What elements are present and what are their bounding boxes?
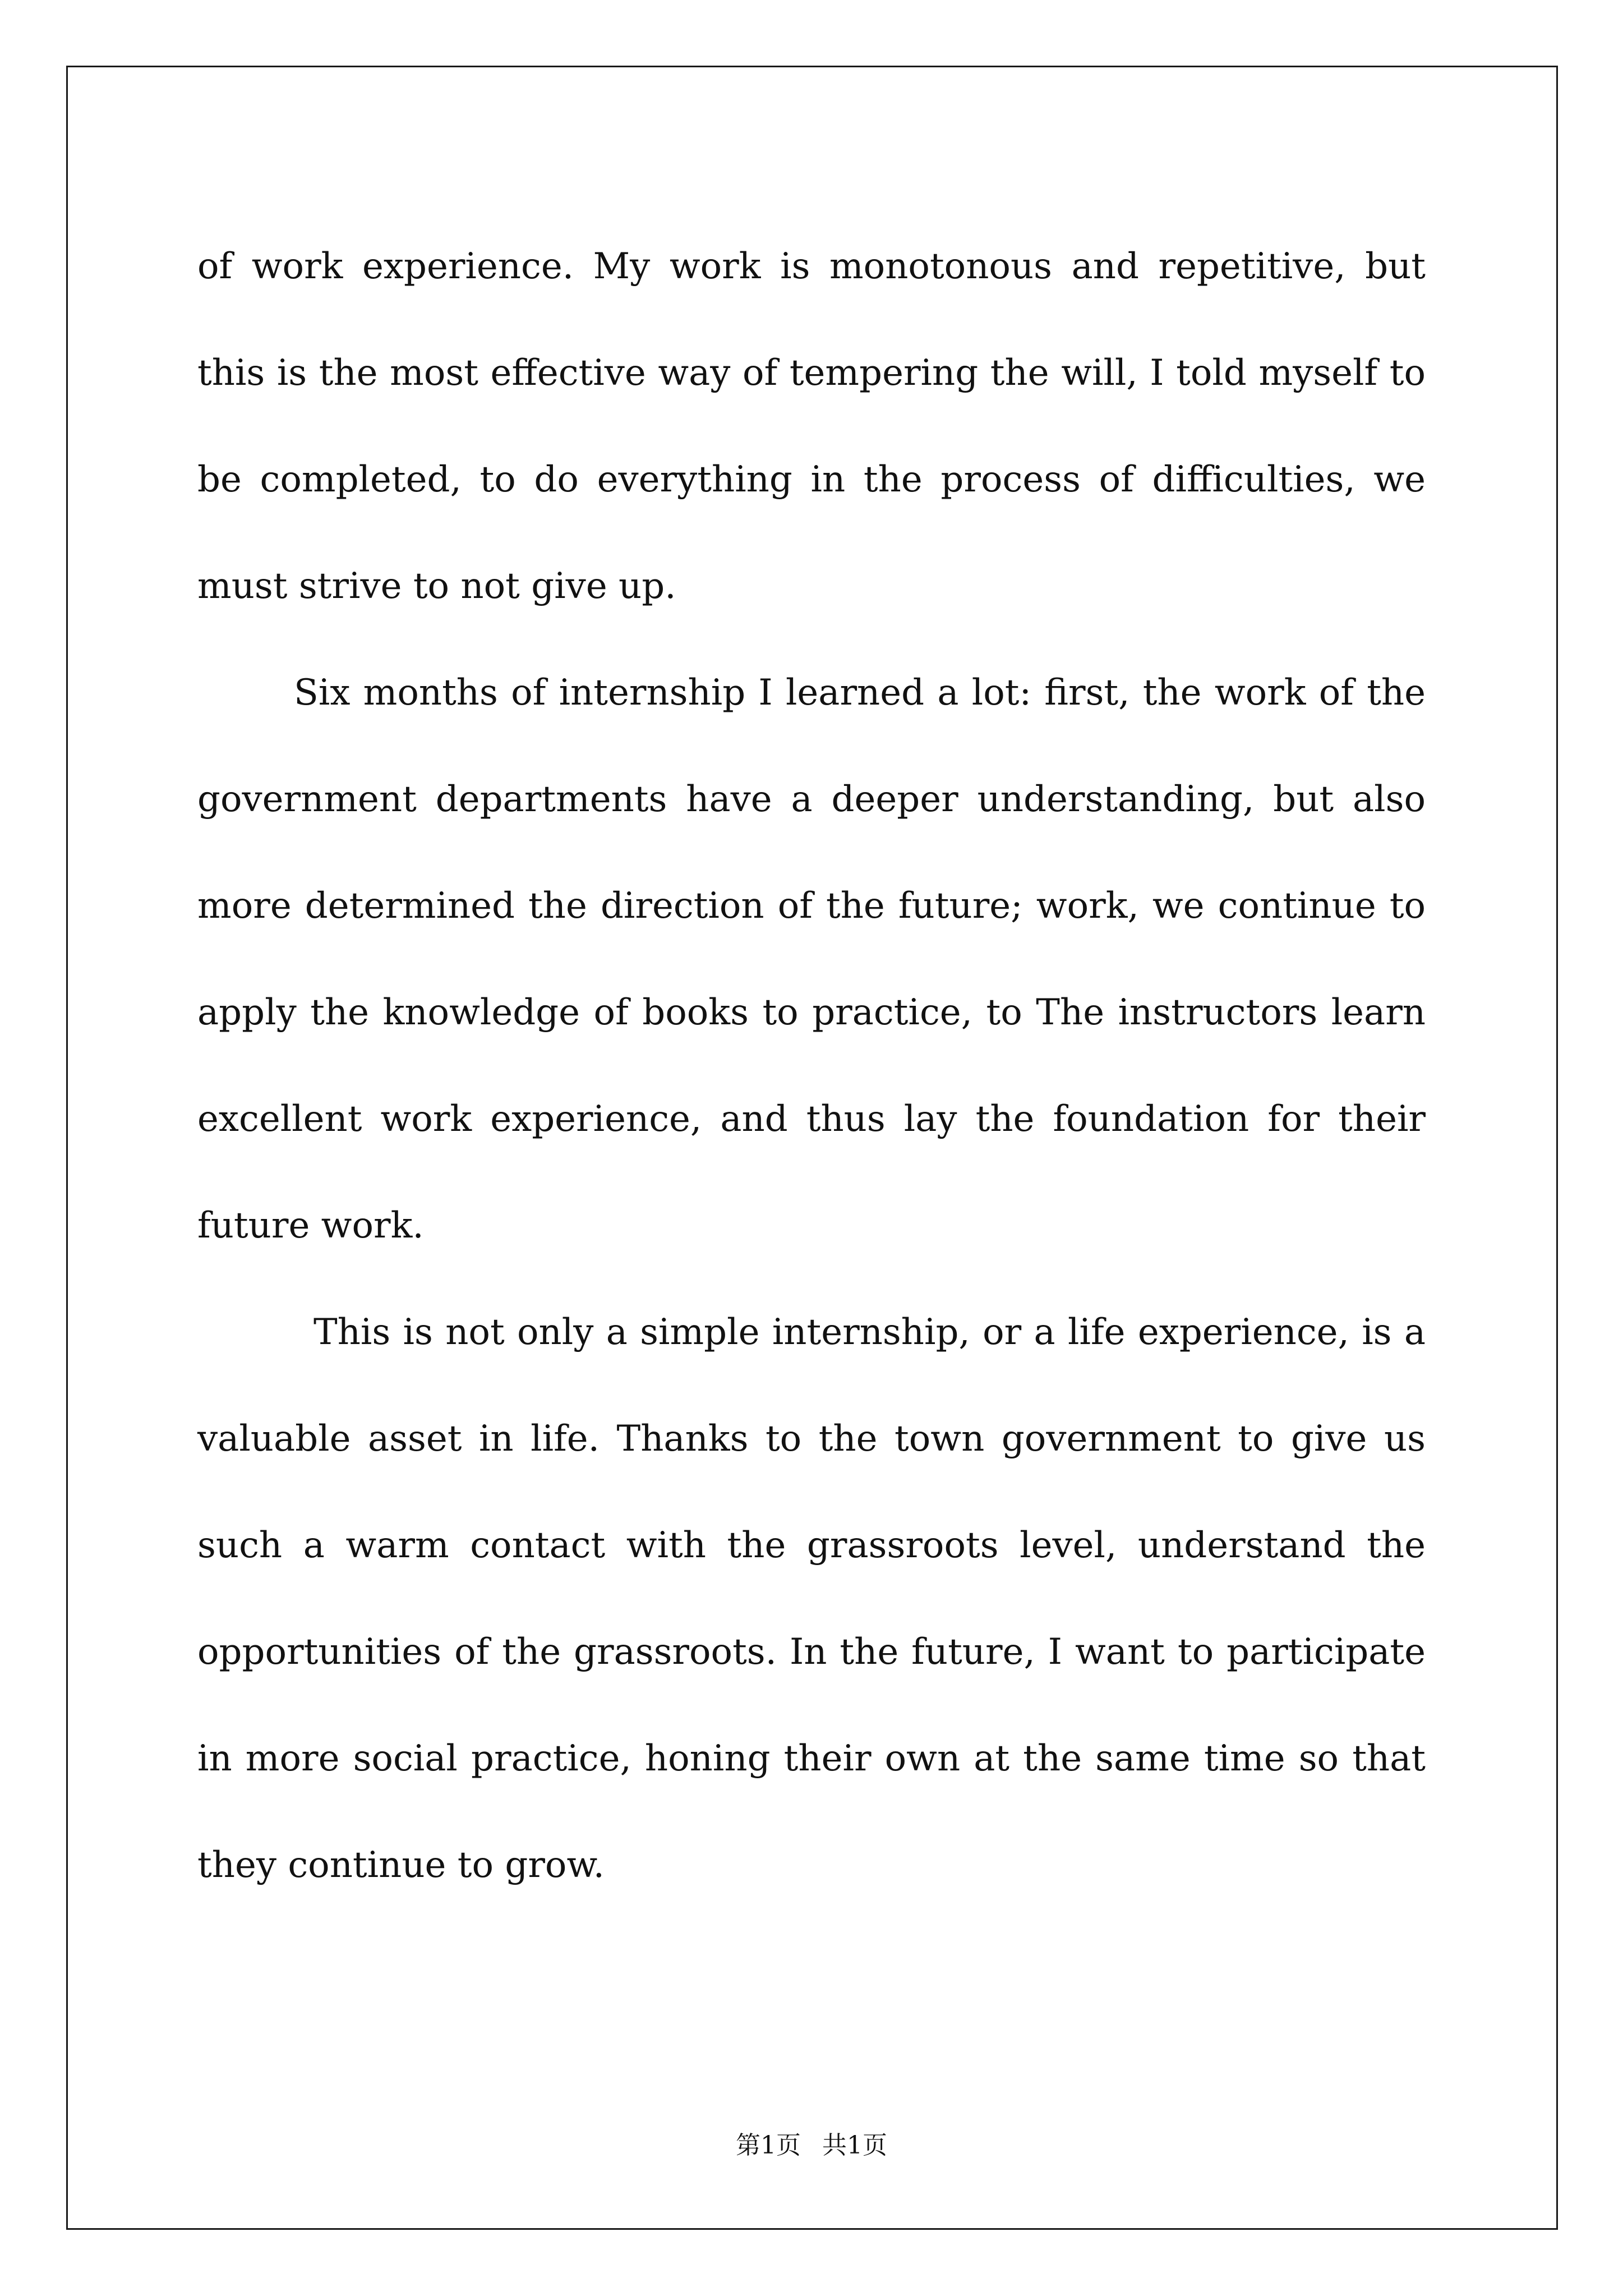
paragraph-1: of work experience. My work is monotonous and repetitive, but this is the most effective way of tempering the will, I told myself to be completed, to do everything in the process of difficulties, we must strive to not give up. [197,246,1426,607]
page-total: 共1页 [822,2131,887,2160]
paragraph-3: This is not only a simple internship, or a life experience, is a valuable asset in life. Thanks to the town government to give us such a warm contact with the grassroots level, understand the opportunities of the grassroots. In the future, I want to participate in more social practice, honing their own at the same time so that they continue to grow. [197,1312,1426,1886]
page-number: 第1页 [736,2131,801,2160]
paragraph-2: Six months of internship I learned a lot: first, the work of the government departments have a deeper understanding, but also more determined the direction of the future; work, we continue to apply the knowledge of books to practice, to The instructors learn excellent work experience, and thus lay the foundation for their future work. [197,672,1426,1246]
page-footer [0,2129,1623,2162]
document-body [197,213,1426,1918]
